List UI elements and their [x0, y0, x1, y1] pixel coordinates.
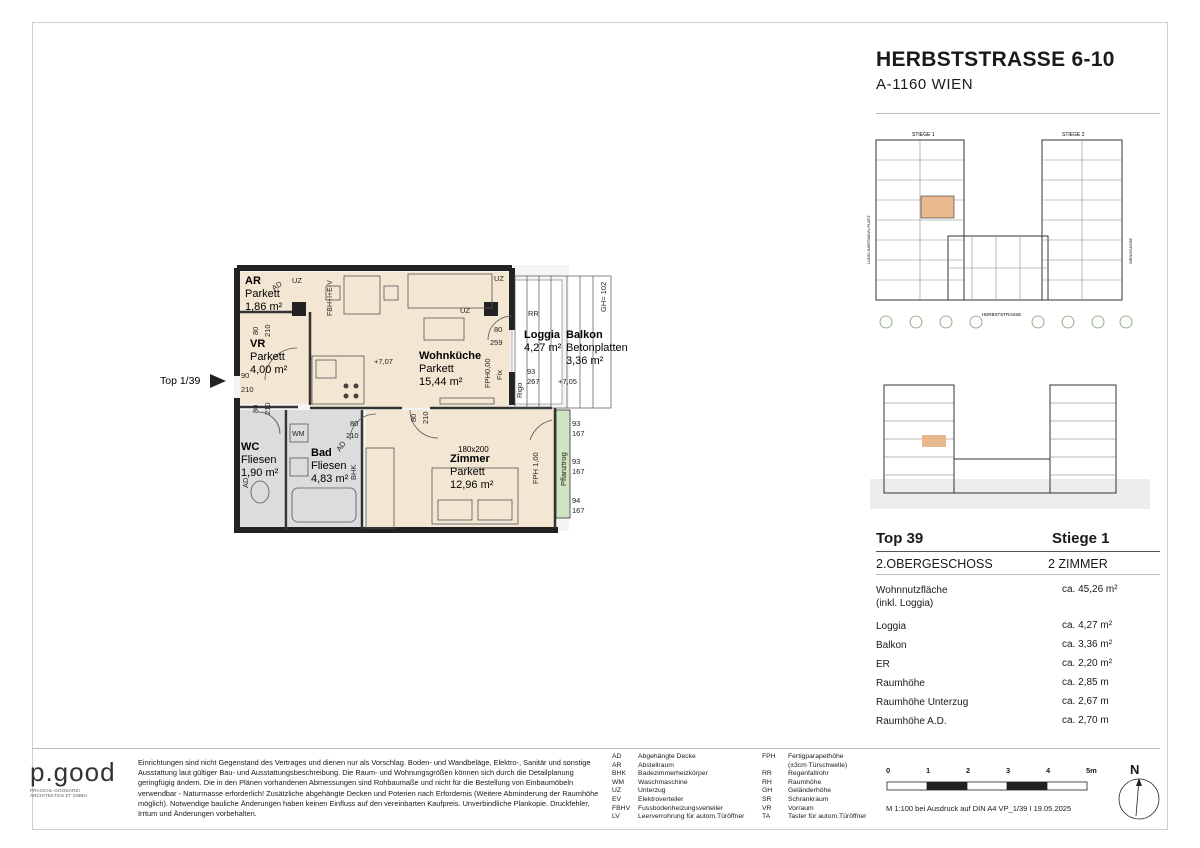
stiege1-label: STIEGE 1	[912, 132, 935, 138]
legend-row: RH Raumhöhe	[762, 778, 822, 786]
scale-tick-label: 5m	[1086, 766, 1097, 775]
dim-label: 80	[251, 404, 260, 413]
bad-name: Bad	[311, 447, 332, 459]
legend-row: EV Elektroverteiler	[612, 795, 684, 803]
title-divider	[876, 113, 1160, 114]
kitchen-floor: Parkett	[419, 363, 454, 375]
level-label: +7,05	[558, 377, 577, 386]
fph-label: FPH0,00	[483, 358, 492, 388]
legend-row: RR Regenfallrohr	[762, 770, 829, 778]
legend-row: VR Vorraum	[762, 804, 814, 812]
legend-row: TA Taster für autom.Türöffner	[762, 813, 867, 821]
dim-label: 93	[527, 367, 536, 376]
north-label: N	[1130, 762, 1140, 777]
wc-area: 1,90 m²	[241, 467, 279, 479]
zimmer-name: Zimmer	[450, 453, 490, 465]
north-arrow-icon	[1116, 776, 1162, 822]
spec-value: ca. 3,36 m²	[1062, 639, 1113, 650]
street-label-left: LUDO-HARTMANN-PLATZ	[866, 215, 871, 264]
spec-value: ca. 4,27 m²	[1062, 620, 1113, 631]
abbreviation-legend-left	[612, 753, 744, 822]
bad-area: 4,83 m²	[311, 473, 349, 485]
spec-value: ca. 2,67 m	[1062, 696, 1109, 707]
dim-label: 167	[572, 506, 585, 515]
fph-label: FPH 1,00	[531, 452, 540, 484]
spec-value: ca. 45,26 m²	[1062, 584, 1118, 595]
dim-label: 93	[572, 419, 581, 428]
balkon-floor: Betonplatten	[566, 342, 628, 354]
scale-tick-label: 3	[1006, 766, 1011, 775]
dim-label: 167	[572, 429, 585, 438]
bed-size: 180x200	[458, 445, 489, 454]
spec-label: Raumhöhe Unterzug	[876, 697, 969, 708]
scale-tick-label: 4	[1046, 766, 1051, 775]
spec-divider	[876, 574, 1160, 575]
section-drawing	[870, 375, 1160, 515]
pflanztrog-label: Pflanztrog	[559, 452, 568, 486]
street-label: HERBSTSTRASSE	[982, 312, 1022, 317]
wc-floor: Fliesen	[241, 454, 277, 466]
rr-label: RR	[528, 309, 539, 318]
company-logo	[30, 757, 116, 798]
gh-label: GH= 102	[599, 281, 608, 312]
kitchen-area: 15,44 m²	[419, 376, 463, 388]
logo-subtitle: PRASCHL-GOODARZI ARCHITEKTEN ZT GMBH	[30, 788, 87, 798]
legend-row: WM Waschmaschine	[612, 778, 688, 786]
zimmer-floor: Parkett	[450, 466, 485, 478]
vr-name: VR	[250, 338, 266, 350]
ar-area: 1,86 m²	[245, 301, 283, 313]
street-label-right: WENDGASSE	[1128, 237, 1133, 264]
zimmer-area: 12,96 m²	[450, 479, 494, 491]
dim-label: 210	[241, 385, 254, 394]
bad-floor: Fliesen	[311, 460, 347, 472]
rigo-label: Rigo	[515, 382, 524, 398]
bhk-label: BHK	[349, 464, 358, 480]
dim-label: 259	[490, 338, 503, 347]
kitchen-name: Wohnküche	[419, 350, 482, 362]
unit-divider	[876, 551, 1160, 552]
spec-label: Loggia	[876, 621, 907, 632]
dim-label: 167	[572, 467, 585, 476]
spec-value: ca. 2,20 m²	[1062, 658, 1113, 669]
scale-tick-label: 0	[886, 766, 891, 775]
spec-label: Raumhöhe A.D.	[876, 716, 947, 727]
unit-floor: 2.OBERGESCHOSS	[876, 557, 993, 571]
balkon-area: 3,36 m²	[566, 355, 604, 367]
ar-floor: Parkett	[245, 288, 280, 300]
legend-row: FPH Fertigparapethöhe	[762, 753, 844, 760]
key-plan	[862, 124, 1152, 334]
scale-bar	[886, 778, 1106, 794]
ad-label: AD	[241, 477, 250, 488]
legend-row: BHK Badezimmerheizkörper	[612, 770, 708, 778]
floor-plan	[150, 255, 630, 545]
legend-row: GH Geländerhöhe	[762, 787, 832, 795]
disclaimer-text: Einrichtungen sind nicht Gegenstand des Vertrages und dienen nur als Vorschlag. Boden- und Wandbeläge, Elektro-, Sanitär und sonstige Ausstattung laut gültiger Bau- und Ausstattungsbeschreibung. Die Raum- und Wohnungsgrößen können sich durch die Detailplanung geringfügig ändern. Die in den Plänen vorhandenen Abmessungen sind Rohbaumaße und nicht für die Bestellung von Einbaumöbeln verwendbar - Naturmasse erforderlich! Zusätzliche abgehängte Decken und Poterien nach Erfordernis (Weitere Abminderung der Raumhöhe möglich). Notwendige bauliche Änderungen haben keinen Einfluss auf den vereinbarten Kaufpreis. Unverbindliche Plankopie. Druckfehler, Irrtum und Änderungen vorbehalten.	[138, 758, 599, 819]
fbh-label: FBH+I+E-V	[327, 280, 334, 316]
spec-label: Wohnnutzfläche (inkl. Loggia)	[876, 585, 948, 609]
vr-area: 4,00 m²	[250, 364, 288, 376]
wc-name: WC	[241, 441, 260, 453]
balkon-name: Balkon	[566, 329, 603, 341]
wm-label: WM	[292, 431, 305, 438]
level-label: +7,07	[374, 357, 393, 366]
loggia-area: 4,27 m²	[524, 342, 562, 354]
unit-room-count: 2 ZIMMER	[1048, 557, 1108, 571]
dim-label: 93	[572, 457, 581, 466]
dim-label: 94	[572, 496, 581, 505]
spec-label: Raumhöhe	[876, 678, 925, 689]
dim-label: 210	[346, 431, 359, 440]
ar-name: AR	[245, 275, 261, 287]
uz-label: UZ	[292, 276, 302, 285]
top-marker-label: Top 1/39	[160, 375, 201, 387]
dim-label: 80	[494, 325, 503, 334]
fix-label: Fix	[495, 370, 504, 380]
dim-label: 210	[263, 402, 272, 415]
loggia-name: Loggia	[524, 329, 561, 341]
stiege2-label: STIEGE 2	[1062, 132, 1085, 138]
dim-label: 80	[350, 419, 359, 428]
uz-label: UZ	[494, 274, 504, 283]
scale-tick-label: 2	[966, 766, 971, 775]
logo-text: p.good	[30, 757, 116, 787]
legend-row: LV Leerverrohrung für autom.Türöffner	[612, 813, 745, 821]
dim-label: 80	[251, 326, 260, 335]
legend-row: AR Abstellraum	[612, 761, 674, 769]
spec-value: ca. 2,85 m	[1062, 677, 1109, 688]
dim-label: 210	[263, 324, 272, 337]
ad-label: AD	[269, 279, 284, 293]
unit-top-heading: Top 39	[876, 530, 924, 547]
legend-row: UZ Unterzug	[612, 787, 666, 795]
dim-label: 267	[527, 377, 540, 386]
legend-row: AD Abgehängte Decke	[612, 753, 696, 760]
vr-floor: Parkett	[250, 351, 285, 363]
dim-label: 80	[409, 413, 418, 422]
project-title: HERBSTSTRASSE 6-10	[876, 48, 1115, 71]
dim-label: 210	[421, 411, 430, 424]
ad-label: AD	[334, 439, 348, 454]
spec-label: Balkon	[876, 640, 907, 651]
legend-row: (±3cm Türschwelle)	[788, 761, 848, 769]
footer-divider	[32, 748, 1160, 749]
abbreviation-legend-right	[762, 753, 866, 822]
legend-row: SR Schrankraum	[762, 795, 829, 803]
spec-label: ER	[876, 659, 890, 670]
legend-row: FBHV Fussbodenheizungsverteiler	[612, 804, 724, 812]
scale-note: M 1:100 bei Ausdruck auf DIN A4 VP_1/39 I 19.05.2025	[886, 804, 1072, 813]
project-address: A-1160 WIEN	[876, 76, 974, 93]
dim-label: 90	[241, 371, 250, 380]
scale-tick-label: 1	[926, 766, 931, 775]
uz-label: UZ	[460, 306, 470, 315]
unit-stiege-heading: Stiege 1	[1052, 530, 1110, 547]
spec-value: ca. 2,70 m	[1062, 715, 1109, 726]
